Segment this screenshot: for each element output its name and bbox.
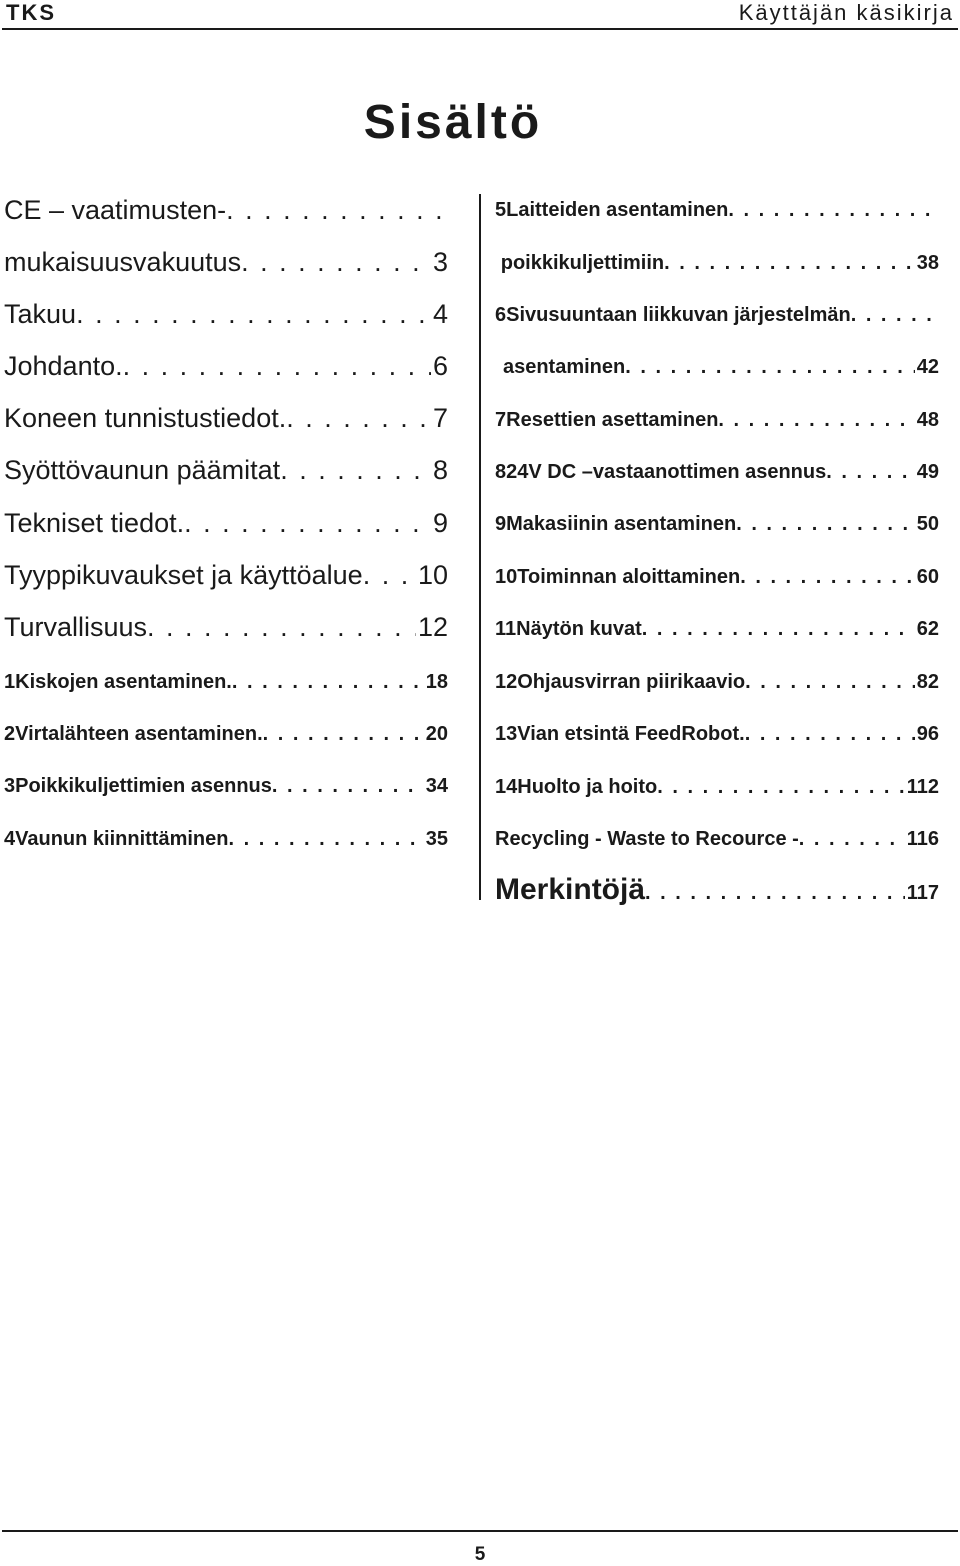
toc-entry-recycling[interactable] <box>495 825 939 853</box>
toc-entry-takuu[interactable] <box>4 297 448 331</box>
page-number: 5 <box>474 1544 486 1565</box>
toc-page: 50 <box>916 513 939 535</box>
toc-page: 62 <box>916 618 939 640</box>
chapter-number: 3 <box>4 775 16 797</box>
toc-label: Huolto ja hoito <box>517 776 658 798</box>
chapter-number: 12 <box>495 671 518 693</box>
toc-entry-chapter-11[interactable] <box>495 615 939 643</box>
dot-leader <box>657 773 905 801</box>
chapter-number: 10 <box>495 566 518 588</box>
dot-leader <box>263 720 424 748</box>
toc-entry-chapter-2[interactable] <box>4 720 448 748</box>
toc-page: 42 <box>916 356 939 378</box>
toc-page: 9 <box>432 508 448 538</box>
toc-label: asentaminen <box>502 356 626 378</box>
toc-entry-tekniset-tiedot[interactable] <box>4 506 448 540</box>
toc-page: 34 <box>425 775 448 797</box>
toc-entry-chapter-14[interactable] <box>495 773 939 801</box>
chapter-number: 14 <box>495 776 518 798</box>
toc-label: CE – vaatimusten- <box>4 195 227 225</box>
dot-leader <box>241 245 431 279</box>
dot-leader <box>642 615 915 643</box>
toc-entry-turvallisuus[interactable] <box>4 610 448 644</box>
toc-label: Laitteiden asentaminen <box>506 199 729 221</box>
toc-entry-chapter-12[interactable] <box>495 668 939 696</box>
dot-leader <box>736 510 915 538</box>
toc-entry-chapter-6-cont[interactable] <box>495 353 939 381</box>
toc-label: Toiminnan aloittaminen <box>517 566 741 588</box>
dot-leader <box>625 353 915 381</box>
toc-page: 8 <box>432 455 448 485</box>
toc-page: 20 <box>425 723 448 745</box>
dot-leader <box>184 506 431 540</box>
toc-entry-chapter-3[interactable] <box>4 772 448 800</box>
dot-leader <box>226 193 446 227</box>
toc-label: Resettien asettaminen <box>506 409 719 431</box>
chapter-number: 7 <box>495 409 507 431</box>
toc-label: Johdanto. <box>4 351 123 381</box>
toc-label: Vian etsintä FeedRobot. <box>517 723 745 745</box>
dot-leader <box>718 406 914 434</box>
toc-entry-chapter-5[interactable] <box>495 196 939 224</box>
toc-entry-chapter-1[interactable] <box>4 668 448 696</box>
dot-leader <box>232 668 424 696</box>
dot-leader <box>272 772 424 800</box>
toc-page: 35 <box>425 828 448 850</box>
toc-label: Merkintöjä <box>495 873 646 906</box>
manual-title: Käyttäjän käsikirja <box>738 0 954 25</box>
toc-entry-chapter-10[interactable] <box>495 563 939 591</box>
toc-label: Ohjausvirran piirikaavio <box>517 671 746 693</box>
dot-leader <box>286 401 431 435</box>
dot-leader <box>740 563 915 591</box>
toc-entry-merkintoja[interactable] <box>495 870 939 910</box>
chapter-number: 5 <box>495 199 507 221</box>
toc-entry-tunnistustiedot[interactable] <box>4 401 448 435</box>
page-title: Sisältö <box>363 96 543 149</box>
dot-leader <box>363 558 416 592</box>
toc-label: Makasiinin asentaminen <box>506 513 737 535</box>
chapter-number: 1 <box>4 671 16 693</box>
header-rule <box>2 28 958 30</box>
dot-leader <box>745 668 915 696</box>
toc-label: Tyyppikuvaukset ja käyttöalue <box>4 560 363 590</box>
toc-label: 24V DC –vastaanottimen asennus <box>506 461 827 483</box>
toc-label: Näytön kuvat <box>516 618 642 640</box>
chapter-number: 6 <box>495 304 507 326</box>
toc-label: Turvallisuus <box>4 612 148 642</box>
toc-label: Poikkikuljettimien asennus <box>15 775 272 797</box>
toc-entry-mukaisuusvakuutus[interactable] <box>4 245 448 279</box>
chapter-number: 2 <box>4 723 16 745</box>
toc-label: poikkikuljettimiin <box>500 252 665 274</box>
toc-label: Recycling - Waste to Recource - <box>495 828 799 850</box>
chapter-number: 13 <box>495 723 518 745</box>
toc-entry-chapter-4[interactable] <box>4 825 448 853</box>
toc-label: Sivusuuntaan liikkuvan järjestelmän <box>506 304 851 326</box>
dot-leader <box>799 825 905 853</box>
toc-page: 38 <box>916 252 939 274</box>
toc-page: 6 <box>432 351 448 381</box>
toc-label: Tekniset tiedot. <box>4 508 185 538</box>
toc-entry-ce[interactable] <box>4 193 448 227</box>
toc-page: 60 <box>916 566 939 588</box>
dot-leader <box>851 301 937 329</box>
toc-entry-paamitat[interactable] <box>4 453 448 487</box>
toc-page: 12 <box>417 612 448 642</box>
toc-entry-chapter-9[interactable] <box>495 510 939 538</box>
toc-page: 116 <box>906 828 939 850</box>
toc-label: Koneen tunnistustiedot. <box>4 403 287 433</box>
toc-label: Takuu <box>4 299 77 329</box>
toc-page: 96 <box>916 723 939 745</box>
toc-page: 7 <box>432 403 448 433</box>
toc-page: 18 <box>425 671 448 693</box>
toc-label: mukaisuusvakuutus <box>4 247 242 277</box>
dot-leader <box>645 873 905 910</box>
column-divider <box>479 194 481 900</box>
chapter-number: 4 <box>4 828 16 850</box>
chapter-number: 8 <box>495 461 507 483</box>
dot-leader <box>664 249 915 277</box>
toc-page: 10 <box>417 560 448 590</box>
toc-entry-johdanto[interactable] <box>4 349 448 383</box>
toc-page: 112 <box>906 776 939 798</box>
toc-label: Kiskojen asentaminen. <box>15 671 232 693</box>
toc-entry-chapter-13[interactable] <box>495 720 939 748</box>
dot-leader <box>826 458 915 486</box>
toc-entry-chapter-6[interactable] <box>495 301 939 329</box>
toc-entry-chapter-7[interactable] <box>495 406 939 434</box>
toc-page: 82 <box>916 671 939 693</box>
toc-page: 49 <box>916 461 939 483</box>
toc-label: Syöttövaunun päämitat <box>4 455 281 485</box>
dot-leader <box>280 453 431 487</box>
dot-leader <box>228 825 423 853</box>
dot-leader <box>728 196 937 224</box>
toc-page: 3 <box>432 247 448 277</box>
dot-leader <box>76 297 431 331</box>
toc-entry-tyyppikuvaukset[interactable] <box>4 558 448 592</box>
chapter-number: 9 <box>495 513 507 535</box>
toc-entry-chapter-5-cont[interactable] <box>495 249 939 277</box>
footer-rule <box>2 1530 958 1532</box>
toc-page: 4 <box>432 299 448 329</box>
chapter-number: 11 <box>495 618 517 640</box>
dot-leader <box>123 349 431 383</box>
toc-page: 117 <box>906 882 939 904</box>
dot-leader <box>147 610 416 644</box>
dot-leader <box>745 720 915 748</box>
toc-label: Virtalähteen asentaminen. <box>15 723 263 745</box>
toc-entry-chapter-8[interactable] <box>495 458 939 486</box>
brand-name: TKS <box>6 0 56 25</box>
toc-page: 48 <box>916 409 939 431</box>
toc-label: Vaunun kiinnittäminen <box>15 828 229 850</box>
